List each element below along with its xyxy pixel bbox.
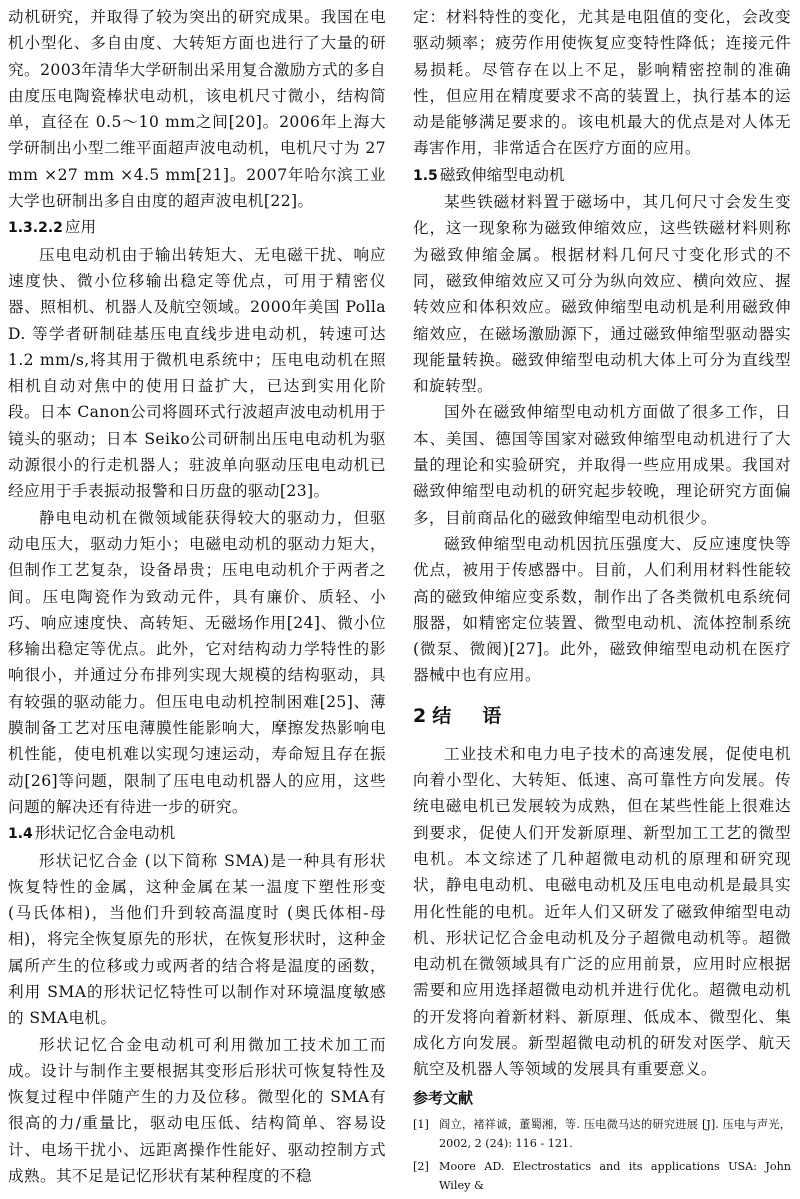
paragraph-motor-comparison: 静电电动机在微领域能获得较大的驱动力，但驱动电压大，驱动力矩小；电磁电动机的驱动力矩大，但制作工艺复杂，设备昂贵；压电电动机介于两者之间。压电陶瓷作为致动元件，具有廉价、质轻、小巧、响应速度快、高转矩、无磁场作用[24]、微小位移输出稳定等优点。此外，它对结构动力学特性的影响很小，并通过分布排列实现大规模的结构驱动，具有较强的驱动能力。但压电电动机控制困难[25]、薄膜制备工艺对压电薄膜性能影响大，摩擦发热影响电机性能，使电机难以实现匀速运动，寿命短且存在振动[26]等问题，限制了压电电动机器人的应用，这些问题的解决还有待进一步的研究。 [8,508,386,816]
reference-text: 阎立，褚祥诚，董蜀湘，等. 压电微马达的研究进展 [J]. 压电与声光，2002, 2 (24): 116 - 121. [439,1117,791,1150]
section-heading-1-4 [8,820,386,847]
section-title: 结 语 [432,704,508,727]
reference-item [413,1115,791,1153]
section-number: 1.4 [8,826,33,843]
section-title: 形状记忆合金电动机 [34,824,176,843]
right-column [413,4,791,1199]
paragraph-magnetostriction-principle: 某些铁磁材料置于磁场中，其几何尺寸会发生变化，这一现象称为磁致伸缩效应，这些铁磁材料则称为磁致伸缩金属。根据材料几何尺寸变化形式的不同，磁致伸缩效应又可分为纵向效应、横向效应、握转效应和体积效应。磁致伸缩型电动机是利用磁致伸缩效应，在磁场激励源下，通过磁致伸缩型驱动器实现能量转换。磁致伸缩型电动机大体上可分为直线型和旋转型。 [413,193,791,396]
paragraph-sma-fabrication: 形状记忆合金电动机可利用微加工技术加工而成。设计与制作主要根据其变形后形状可恢复特性及恢复过程中伴随产生的力及位移。微型化的 SMA有很高的力/重量比，驱动电压低、结构简单、容易设计、电场干扰小、远距离操作性能好、驱动控制方式成熟。其不足是记忆形状有某种程度的不稳 [8,1035,386,1186]
section-heading-1-5 [413,162,791,189]
paragraph-magnetostriction-applications: 磁致伸缩型电动机因抗压强度大、反应速度快等优点，被用于传感器中。目前，人们利用材料性能较高的磁致伸缩应变系数，制作出了各类微机电系统伺服器，如精密定位装置、微型电动机、流体控制系统 (微泵、微阀)[27]。此外，磁致伸缩型电动机在医疗器械中也有应用。 [413,534,791,685]
reference-number: [2] [413,1159,429,1173]
section-number: 1.5 [413,167,438,184]
references-heading: 参考文献 [413,1088,474,1107]
reference-item [413,1157,791,1195]
section-heading-2 [413,699,791,733]
section-title: 磁致伸缩型电动机 [439,165,565,184]
section-heading-1-3-2-2 [8,214,386,241]
section-number: 1.3.2.2 [8,220,63,237]
section-title: 应用 [64,218,97,237]
paragraph-sma-definition: 形状记忆合金 (以下简称 SMA)是一种具有形状恢复特性的金属，这种金属在某一温度下塑性形变 (马氏体相)，当他们升到较高温度时 (奥氏体相-母相)，将完全恢复原先的形状，在恢复形状时，这种金属所产生的位移或力或两者的结合将是温度的函数，利用 SMA的形状记忆特性可以制作对环境温度敏感的 SMA电机。 [8,851,386,1028]
paragraph-magnetostriction-research: 国外在磁致伸缩型电动机方面做了很多工作，日本、美国、德国等国家对磁致伸缩型电动机进行了大量的理论和实验研究，并取得一些应用成果。我国对磁致伸缩型电动机的研究起步较晚，理论研究方面偏多，目前商品化的磁致伸缩型电动机很少。 [413,403,791,527]
paragraph-piezo-applications: 压电电动机由于输出转矩大、无电磁干扰、响应速度快、微小位移输出稳定等优点，可用于精密仪器、照相机、机器人及航空领域。2000年美国 Polla D. 等学者研制硅基压电直线步进电动机，转速可达 1.2 mm/s,将其用于微机电系统中；压电电动机在照相机自动对焦中的使用日益扩大，已达到实用化阶段。日本 Canon公司将圆环式行波超声波电动机用于镜头的驱动；日本 Seiko公司研制出压电电动机为驱动源很小的行走机器人；驻波单向驱动压电电动机已经应用于手表振动报警和日历盘的驱动[23]。 [8,245,386,501]
paragraph-intro-continued: 动机研究，并取得了较为突出的研究成果。我国在电机小型化、多自由度、大转矩方面也进行了大量的研究。2003年清华大学研制出采用复合激励方式的多自由度压电陶瓷棒状电动机，该电机尺寸微小，结构简单，直径在 0.5～10 mm之间[20]。2006年上海大学研制出小型二维平面超声波电动机，电机尺寸为 27 mm ×27 mm ×4.5 mm[21]。2007年哈尔滨工业大学也研制出多自由度的超声波电机[22]。 [8,8,386,211]
paragraph-sma-continued: 定：材料特性的变化，尤其是电阻值的变化，会改变驱动频率；疲劳作用使恢复应变特性降低；连接元件易损耗。尽管存在以上不足，影响精密控制的准确性，但应用在精度要求不高的装置上，执行基本的运动是能够满足要求的。该电机最大的优点是对人体无毒害作用，非常适合在医疗方面的应用。 [413,8,791,158]
reference-number: [1] [413,1117,429,1131]
left-column [8,4,386,1189]
section-number: 2 [413,704,433,727]
paragraph-conclusion: 工业技术和电力电子技术的高速发展，促使电机向着小型化、大转矩、低速、高可靠性方向发展。传统电磁电机已发展较为成熟，但在某些性能上很难达到要求，促使人们开发新原理、新型加工工艺的微型电机。本文综述了几种超微电动机的原理和研究现状，静电电动机、电磁电动机及压电电动机是最具实用化性能的电机。近年人们又研发了磁致伸缩型电动机、形状记忆合金电动机及分子超微电动机等。超微电动机在微领域具有广泛的应用前景，应用时应根据需要和应用选择超微电动机并进行优化。超微电动机的开发将向着新材料、新原理、低成本、微型化、集成化方向发展。新型超微电动机的研发对医学、航天航空及机器人等领域的发展具有重要意义。 [413,744,791,1079]
reference-text: Moore AD. Electrostatics and its applications USA: John Wiley & [439,1159,791,1192]
